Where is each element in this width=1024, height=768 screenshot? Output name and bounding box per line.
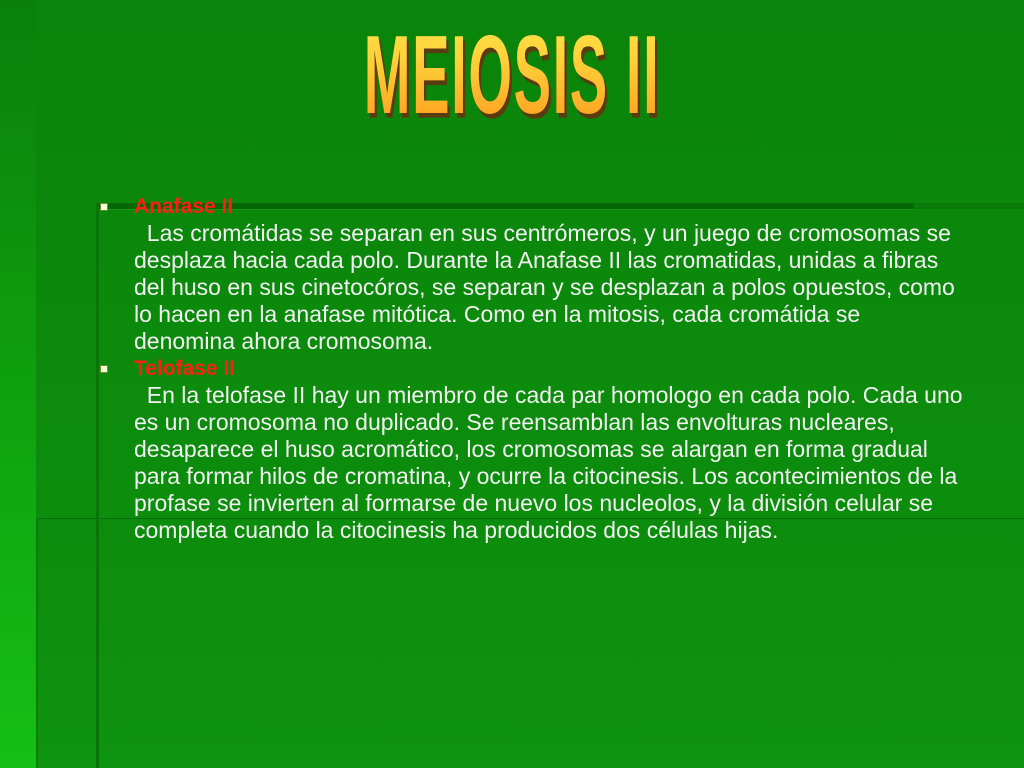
slide-content bbox=[96, 193, 969, 544]
bullet-item-anafase bbox=[96, 193, 966, 355]
bullet-item-telofase bbox=[96, 355, 969, 544]
slide-title bbox=[0, 16, 1024, 136]
section-body: Las cromátidas se separan en sus centrómeros, y un juego de cromosomas se desplaza hacia cada polo. Durante la Anafase II las cromatidas, unidas a fibras del huso en sus cinetocóros, se separan y se desplazan a polos opuestos, como lo hacen en la anafase mitótica. Como en la mitosis, cada cromátida se denomina ahora cromosoma. bbox=[134, 220, 962, 354]
panel-left-rule bbox=[36, 518, 38, 768]
slide-title-text: MEIOSIS II bbox=[364, 0, 660, 169]
square-bullet-icon bbox=[100, 365, 108, 373]
section-heading: Anafase II bbox=[134, 195, 234, 218]
section-heading: Telofase II bbox=[134, 357, 236, 380]
square-bullet-icon bbox=[100, 203, 108, 211]
lower-background-panel bbox=[36, 518, 1024, 768]
section-body: En la telofase II hay un miembro de cada par homologo en cada polo. Cada uno es un cromosoma no duplicado. Se reensamblan las envolturas nucleares, desaparece el huso acromático, los cromosomas se alargan en forma gradual para formar hilos de cromatina, y ocurre la citocinesis. Los acontecimientos de la profase se invierten al formarse de nuevo los nucleolos, y la división celular se completa cuando la citocinesis ha producidos dos células hijas. bbox=[134, 382, 969, 543]
